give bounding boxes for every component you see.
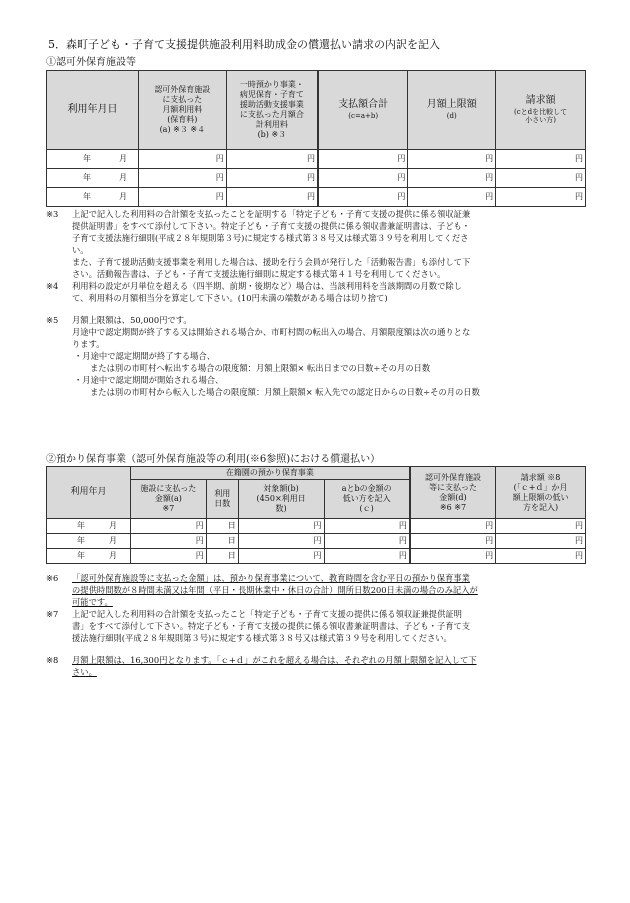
amount-cell[interactable]: 円	[496, 150, 586, 169]
date-cell[interactable]: 年 月	[47, 150, 139, 169]
table-row	[47, 549, 586, 564]
days-cell[interactable]: 日	[206, 549, 238, 564]
note-3: ※3 上記で記入した利用料の合計額を支払ったことを証明する「特定子ども・子育て支援の提供に係る領収証兼 提供証明書」をすべて添付して下さい。特定子ども・子育て支援の提供に係る領収書兼証明書は、子ども・ 子育て支援法施行細則(平成２８年規則第３号)に規定する様式第３８号又は様式第３９号を利用してくださ い。 また、子育て援助活動支援事業を利用した場合は、援助を行う会員が発行した「活動報告書」も添付して下 さい。活動報告書は、子ども・子育て支援法施行細則に規定する様式第４１号を利用してください。	[46, 209, 471, 280]
note-6: ※6 「認可外保育施設等に支払った金額」は、預かり保育事業について、教育時間を含む平日の預かり保育事業 の提供時間数が８時間未満又は年間（平日・長期休業中・休日の合計）開所日数200日未満の場合のみ記入が 可能です。	[46, 573, 478, 608]
amount-cell[interactable]: 円	[138, 150, 226, 169]
col-claim2-header: 請求額 ※8 (「ｃ+ｄ」か月 額上限額の低い 方を記入)	[496, 467, 586, 519]
amount-cell[interactable]: 円	[130, 519, 206, 534]
table-row	[47, 169, 586, 188]
amount-cell[interactable]: 円	[408, 150, 496, 169]
col-paid-header: 施設に支払った 金額(a) ※7	[130, 480, 206, 519]
col-lower-header: aとbの金額の 低い方を記入 (ｃ)	[324, 480, 410, 519]
section1-table	[46, 70, 586, 207]
col-ninka-header: 認可外保育施設 等に支払った 金額(d) ※6 ※7	[410, 467, 496, 519]
amount-cell[interactable]: 円	[324, 549, 410, 564]
date-cell[interactable]: 年 月	[47, 169, 139, 188]
col-date-header: 利用年月日	[47, 71, 139, 150]
amount-cell[interactable]: 円	[496, 169, 586, 188]
amount-cell[interactable]: 円	[226, 169, 318, 188]
table-row	[47, 534, 586, 549]
col-temp-header: 一時預かり事業・ 病児保育・子育て 援助活動支援事業 に支払った月額合 計利用料 (b) ※３	[226, 71, 318, 150]
col-claim-header: 請求額 (cとdを比較して 小さい方)	[496, 71, 586, 150]
amount-cell[interactable]: 円	[410, 519, 496, 534]
amount-cell[interactable]: 円	[496, 549, 586, 564]
month-cell[interactable]: 年 月	[47, 534, 131, 549]
days-cell[interactable]: 日	[206, 519, 238, 534]
note-7: ※7 上記で記入した利用料の合計額を支払ったこと「特定子ども・子育て支援の提供に係る領収証兼提供証明 書」をすべて添付して下さい。特定子ども・子育て支援の提供に係る領収書兼証明書は、子ども・子育て支 援法施行細則(平成２８年規則第３号)に規定する様式第３８号又は様式第３９号を利用してください。	[46, 609, 471, 644]
amount-cell[interactable]: 円	[324, 519, 410, 534]
days-cell[interactable]: 日	[206, 534, 238, 549]
amount-cell[interactable]: 円	[238, 549, 324, 564]
month-cell[interactable]: 年 月	[47, 519, 131, 534]
amount-cell[interactable]: 円	[496, 519, 586, 534]
amount-cell[interactable]: 円	[410, 549, 496, 564]
amount-cell[interactable]: 円	[408, 169, 496, 188]
amount-cell[interactable]: 円	[238, 519, 324, 534]
col-days-header: 利用 日数	[206, 480, 238, 519]
note-5: ※5 月額上限額は、50,000円です。 月途中で認定期間が終了する又は開始される場合か、市町村間の転出入の場合、月額限度額は次の通りとな ります。 ・月途中で認定期間が終了する場合、 または別の市町村へ転出する場合の限度額：月額上限額× 転出日までの日数÷その月の日数 ・月途中で認定期間が開始される場合、 または別の市町村から転入した場合の限度額：月額上限額× 転入先での認定日からの日数÷その月の日数	[46, 315, 480, 398]
section1-title: ①認可外保育施設等	[46, 57, 136, 68]
amount-cell[interactable]: 円	[130, 549, 206, 564]
col-total-header: 支払額合計 (c=a+b)	[318, 71, 408, 150]
amount-cell[interactable]: 円	[496, 188, 586, 207]
table-row	[47, 188, 586, 207]
amount-cell[interactable]: 円	[318, 188, 408, 207]
amount-cell[interactable]: 円	[138, 188, 226, 207]
amount-cell[interactable]: 円	[318, 150, 408, 169]
month-cell[interactable]: 年 月	[47, 549, 131, 564]
amount-cell[interactable]: 円	[130, 534, 206, 549]
col-month-header: 利用年月	[47, 467, 131, 519]
amount-cell[interactable]: 円	[226, 188, 318, 207]
amount-cell[interactable]: 円	[410, 534, 496, 549]
col-fee-header: 認可外保育施設 に支払った 月額利用料 (保育料) (a) ※３ ※４	[138, 71, 226, 150]
notes-section2	[46, 572, 586, 678]
amount-cell[interactable]: 円	[324, 534, 410, 549]
amount-cell[interactable]: 円	[138, 169, 226, 188]
table-row	[47, 519, 586, 534]
note-8: ※8 月額上限額は、16,300円となります。「ｃ+ｄ」がこれを超える場合は、それぞれの月額上限額を記入して下 さい。	[46, 655, 477, 678]
col-target-header: 対象額(b) (450×利用日 数)	[238, 480, 324, 519]
col-limit-header: 月額上限額 (d)	[408, 71, 496, 150]
amount-cell[interactable]: 円	[496, 534, 586, 549]
note-4: ※4 利用料の設定が月単位を超える（四半期、前期・後期など）場合は、当該利用料を当該期間の月数で除し て、利用料の月額相当分を算定して下さい。(10円未満の端数がある場合は切り捨て)	[46, 281, 462, 304]
notes-section1	[46, 208, 586, 398]
page-heading: 5．森町子ども・子育て支援提供施設利用料助成金の償還払い請求の内訳を記入	[48, 38, 440, 51]
section2-title: ②預かり保育事業（認可外保育施設等の利用(※6参照)における償還払い）	[46, 454, 381, 465]
amount-cell[interactable]: 円	[408, 188, 496, 207]
amount-cell[interactable]: 円	[238, 534, 324, 549]
group-header: 在籍園の預かり保育事業	[130, 467, 409, 480]
amount-cell[interactable]: 円	[318, 169, 408, 188]
amount-cell[interactable]: 円	[226, 150, 318, 169]
section2-table	[46, 466, 586, 564]
table-row	[47, 150, 586, 169]
date-cell[interactable]: 年 月	[47, 188, 139, 207]
